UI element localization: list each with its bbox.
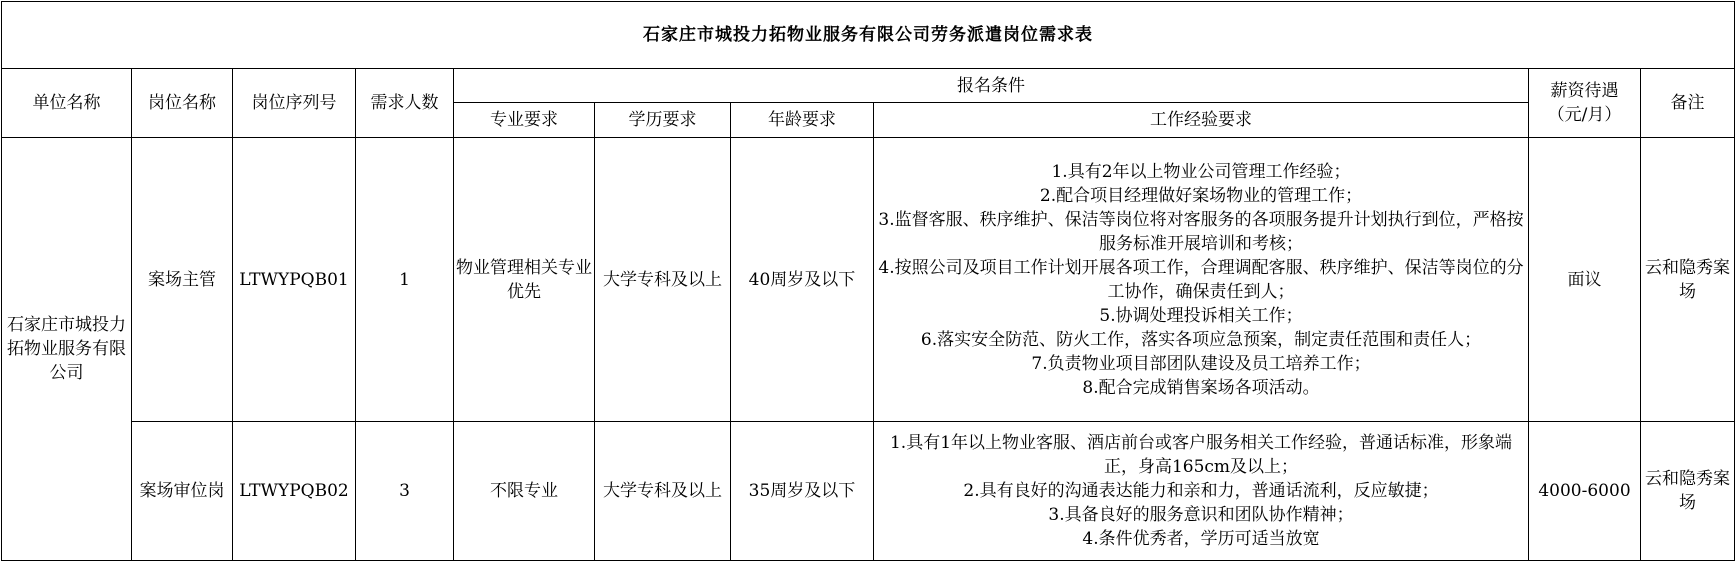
- header-age: 年龄要求: [731, 103, 874, 138]
- job-requirements-table: [1, 1, 1735, 561]
- experience-cell: [874, 138, 1529, 422]
- experience-item: 4.条件优秀者，学历可适当放宽: [1082, 529, 1320, 549]
- major-cell: 物业管理相关专业优先: [454, 138, 595, 422]
- experience-item: 3.具备良好的服务意识和团队协作精神；: [1048, 505, 1354, 525]
- experience-item: 6.落实安全防范、防火工作，落实各项应急预案，制定责任范围和责任人；: [920, 329, 1482, 350]
- header-unit: 单位名称: [2, 69, 132, 138]
- table-row: [2, 138, 1735, 422]
- experience-item: 4.按照公司及项目工作计划开展各项工作，合理调配客服、秩序维护、保洁等岗位的分工协作，确保责任到人；: [878, 257, 1524, 302]
- count-cell: 1: [356, 138, 454, 422]
- age-cell: 35周岁及以下: [731, 422, 874, 561]
- header-note: 备注: [1641, 69, 1735, 138]
- unit-name-cell: 石家庄市城投力拓物业服务有限公司: [2, 138, 132, 561]
- table-row: [2, 422, 1735, 561]
- experience-item: 1.具有1年以上物业客服、酒店前台或客户服务相关工作经验，普通话标准，形象端正，身高165cm及以上；: [889, 433, 1513, 477]
- post-cell: 案场审位岗: [132, 422, 233, 561]
- experience-item: 2.具有良好的沟通表达能力和亲和力，普通话流利，反应敏捷；: [963, 481, 1439, 501]
- experience-item: 2.配合项目经理做好案场物业的管理工作；: [1039, 185, 1363, 206]
- header-row-1: [2, 69, 1735, 103]
- experience-item: 3.监督客服、秩序维护、保洁等岗位将对客服务的各项服务提升计划执行到位，严格按服务标准开展培训和考核；: [878, 209, 1524, 254]
- experience-item: 7.负责物业项目部团队建设及员工培养工作；: [1031, 353, 1371, 374]
- serial-cell: LTWYPQB02: [233, 422, 356, 561]
- table-title: 石家庄市城投力拓物业服务有限公司劳务派遣岗位需求表: [2, 2, 1735, 69]
- note-cell: 云和隐秀案场: [1641, 138, 1735, 422]
- header-major: 专业要求: [454, 103, 595, 138]
- post-cell: 案场主管: [132, 138, 233, 422]
- header-conditions: 报名条件: [454, 69, 1529, 103]
- education-cell: 大学专科及以上: [595, 422, 731, 561]
- experience-item: 5.协调处理投诉相关工作；: [1099, 305, 1303, 326]
- experience-item: 1.具有2年以上物业公司管理工作经验；: [1051, 161, 1351, 182]
- salary-cell: 4000-6000: [1529, 422, 1641, 561]
- header-count: 需求人数: [356, 69, 454, 138]
- title-row: [2, 2, 1735, 69]
- header-salary-line-1: 薪资待遇: [1550, 81, 1619, 101]
- serial-cell: LTWYPQB01: [233, 138, 356, 422]
- salary-cell: 面议: [1529, 138, 1641, 422]
- note-cell: 云和隐秀案场: [1641, 422, 1735, 561]
- major-cell: 不限专业: [454, 422, 595, 561]
- count-cell: 3: [356, 422, 454, 561]
- header-post: 岗位名称: [132, 69, 233, 138]
- education-cell: 大学专科及以上: [595, 138, 731, 422]
- header-education: 学历要求: [595, 103, 731, 138]
- age-cell: 40周岁及以下: [731, 138, 874, 422]
- header-salary-line-2: （元/月）: [1547, 105, 1622, 125]
- header-salary: [1529, 69, 1641, 138]
- header-experience: 工作经验要求: [874, 103, 1529, 138]
- experience-item: 8.配合完成销售案场各项活动。: [1082, 377, 1320, 398]
- header-serial: 岗位序列号: [233, 69, 356, 138]
- experience-cell: [874, 422, 1529, 561]
